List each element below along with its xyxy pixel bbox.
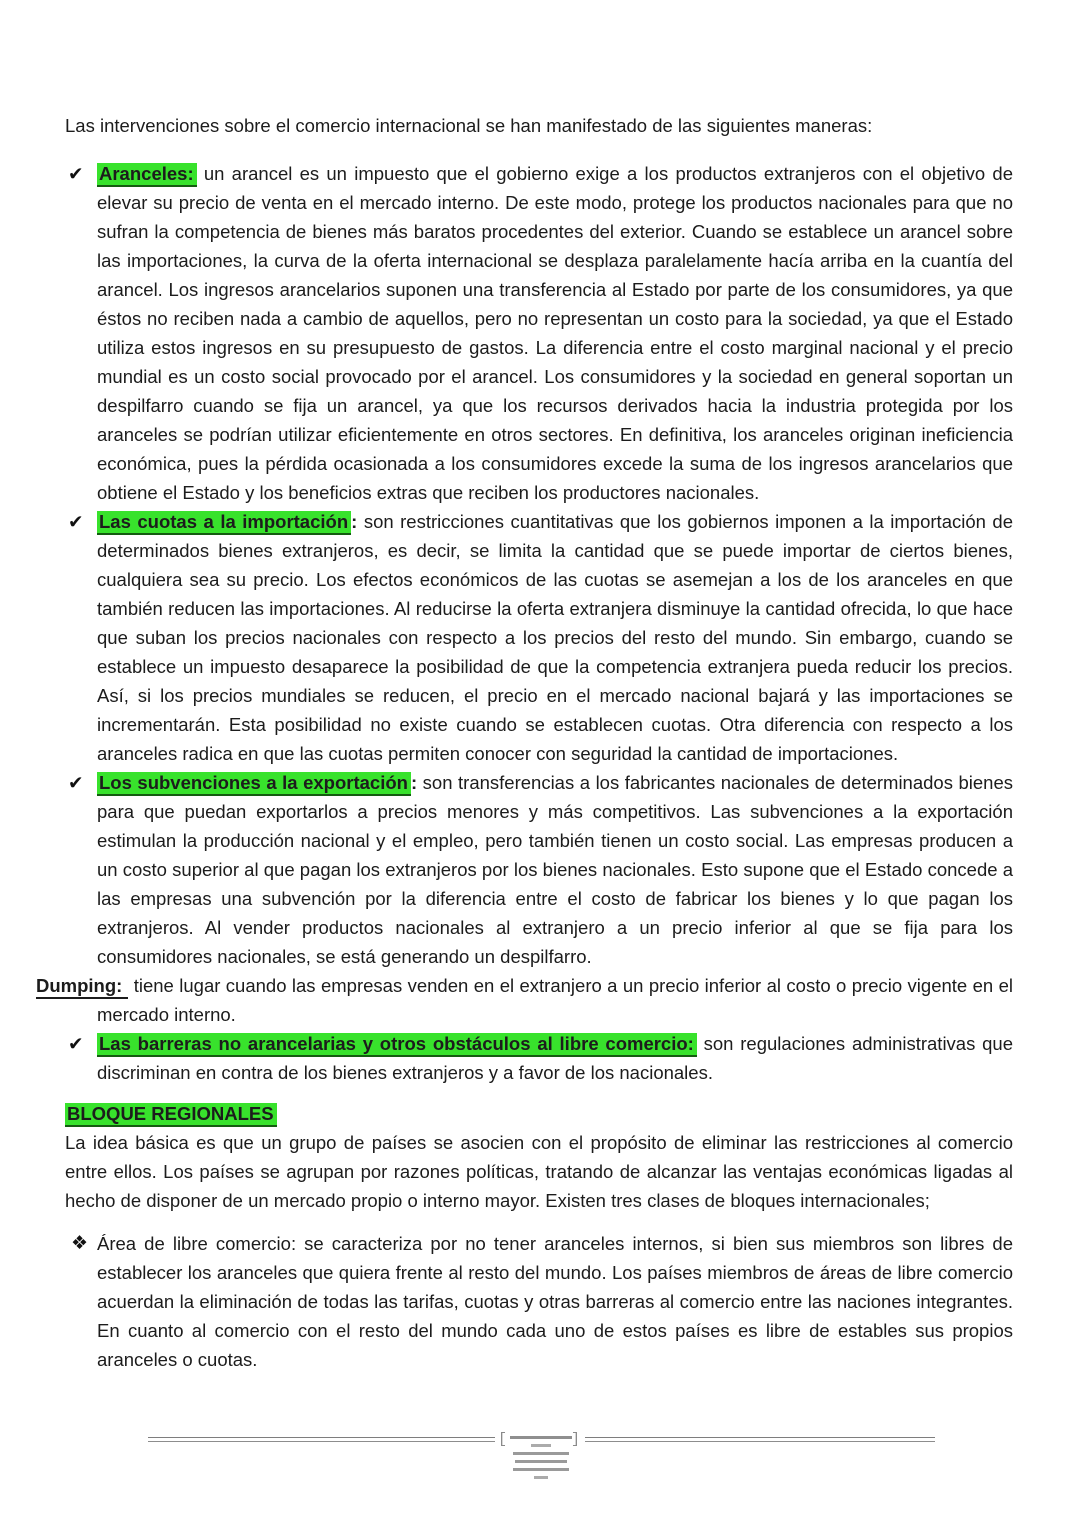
heading-colon: :	[410, 772, 418, 793]
checkmark-icon: ✔	[68, 1033, 84, 1054]
list-item-aranceles	[65, 159, 1013, 507]
barreras-heading: Las barreras no arancelarias y otros obstáculos al libre comercio:	[97, 1033, 697, 1057]
footer-divider-line-right	[585, 1437, 935, 1442]
checkmark-icon: ✔	[68, 772, 84, 793]
footer-stamp-microtext-line	[513, 1452, 569, 1455]
area-libre-comercio-body: Área de libre comercio: se caracteriza por no tener aranceles internos, si bien sus miembros son libres de establecer los aranceles que quiera frente al resto del mundo. Los países miembros de áreas de libre comercio acuerdan la eliminación de todas las tarifas, cuotas y otras barreras al comercio entre las naciones integrantes. En cuanto al comercio con el resto del mundo cada uno de estos países es libre de estables sus propios aranceles o cuotas.	[97, 1233, 1013, 1370]
intro-paragraph: Las intervenciones sobre el comercio internacional se han manifestado de las siguientes maneras:	[65, 115, 873, 136]
cuotas-body: son restricciones cuantitativas que los gobiernos imponen a la importación de determinados bienes extranjeros, es decir, se limita la cantidad que se puede importar de ciertos bienes, cualquiera sea su precio. Los efectos económicos de las cuotas se asemejan a los de los aranceles en que también reducen las importaciones. Al reducirse la oferta extranjera disminuye la cantidad ofrecida, lo que hace que suban los precios nacionales con respecto a los precios del resto del mundo. Sin embargo, cuando se establece un impuesto desaparece la posibilidad de que la competencia extranjera pueda reducir los precios. Así, si los precios mundiales se reducen, el precio en el mercado nacional bajará y las importaciones se incrementarán. Esta posibilidad no existe cuando se establecen cuotas. Otra diferencia con respecto a los aranceles radica en que las cuotas permiten conocer con seguridad la cantidad de importaciones.	[97, 511, 1014, 764]
bloque-intro-paragraph: La idea básica es que un grupo de países se asocien con el propósito de eliminar las restricciones al comercio entre ellos. Los países se agrupan por razones políticas, tratando de alcanzar las ventajas económicas ligadas al hecho de disponer de un mercado propio o interno mayor. Existen tres clases de bloques internacionales;	[65, 1132, 1013, 1211]
subvenciones-body: son transferencias a los fabricantes nacionales de determinados bienes para que puedan exportarlos a precios menores y más competitivos. Las subvenciones a la exportación estimulan la producción nacional y el empleo, pero también tienen un costo social. Las empresas producen a un costo superior al que pagan los extranjeros por los bienes nacionales. Esto supone que el Estado concede a las empresas una subvención por la diferencia entre el costo de fabricar los bienes y lo que pagan los extranjeros. Al vender productos nacionales al extranjero a un precio inferior al que se fija para los consumidores nacionales, se está generando un despilfarro.	[97, 772, 1013, 967]
footer-stamp	[508, 1436, 574, 1484]
footer-separator	[0, 1431, 1080, 1504]
aranceles-heading: Aranceles:	[97, 163, 197, 187]
list-item-subvenciones	[65, 768, 1013, 971]
footer-stamp-microtext-line	[510, 1436, 572, 1439]
checkmark-icon: ✔	[68, 163, 84, 184]
footer-divider-line-left	[148, 1437, 495, 1442]
footer-stamp-microtext-line	[513, 1468, 569, 1471]
barreras-body: son regulaciones administrativas que discriminan en contra de los bienes extranjeros y a favor de los nacionales.	[97, 1033, 1014, 1083]
footer-bracket-left: [	[498, 1431, 508, 1448]
subvenciones-heading: Los subvenciones a la exportación	[97, 772, 411, 796]
dumping-body: tiene lugar cuando las empresas venden en el extranjero a un precio inferior al costo o precio vigente en el mercado interno.	[97, 975, 1013, 1025]
diamond-bullet-icon: ❖	[71, 1233, 89, 1254]
footer-stamp-microtext-line	[531, 1444, 551, 1447]
list-item-cuotas	[65, 507, 1013, 768]
footer-stamp-microtext-line	[534, 1476, 548, 1479]
footer-stamp-microtext-line	[515, 1460, 567, 1463]
aranceles-body: un arancel es un impuesto que el gobierno exige a los productos extranjeros con el objetivo de elevar su precio de venta en el mercado interno. De este modo, protege los productos nacionales para que no sufran la competencia de bienes más baratos procedentes del exterior. Cuando se establece un arancel sobre las importaciones, la curva de la oferta internacional se desplaza paralelamente hacía arriba en la cuantía del arancel. Los ingresos arancelarios suponen una transferencia al Estado por parte de los consumidores, ya que éstos no reciben nada a cambio de aquellos, pero no representan un costo para la sociedad, ya que el Estado utiliza estos ingresos en su presupuesto de gastos. La diferencia entre el costo marginal nacional y el precio mundial es un costo social provocado por el arancel. Los consumidores y la sociedad en general soportan un despilfarro cuando se fija un arancel, ya que los recursos derivados hacia la industria protegida por los aranceles se podrían utilizar eficientemente en otros sectores. En definitiva, los aranceles originan ineficiencia económica, pues la pérdida ocasionada a los consumidores excede la suma de los ingresos arancelarios que obtiene el Estado y los beneficios extras que reciben los productores nacionales.	[97, 163, 1014, 503]
dumping-paragraph	[36, 971, 1013, 1029]
cuotas-heading: Las cuotas a la importación	[97, 511, 351, 535]
checkmark-icon: ✔	[68, 511, 84, 532]
footer-bracket-right: ]	[571, 1431, 581, 1448]
dumping-label: Dumping:	[36, 975, 128, 999]
document-content	[0, 111, 1080, 1374]
section-title-line	[65, 1099, 1013, 1128]
intervention-list	[65, 159, 1013, 971]
bloque-regionales-title: BLOQUE REGIONALES	[65, 1103, 277, 1127]
list-item-area-libre-comercio	[65, 1229, 1013, 1374]
heading-colon: :	[351, 511, 358, 532]
list-item-barreras	[65, 1029, 1013, 1087]
